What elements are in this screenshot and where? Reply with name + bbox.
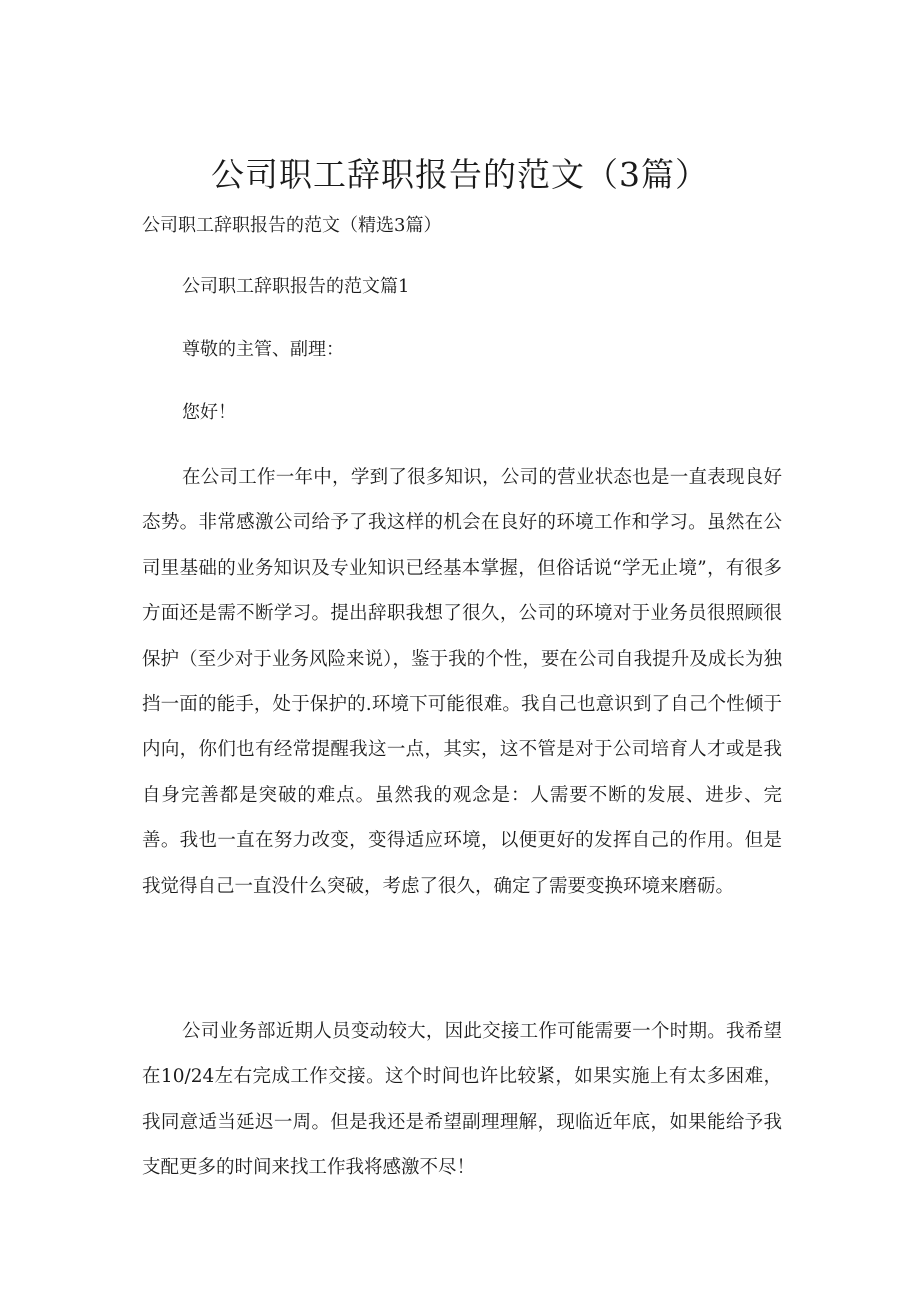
document-title: 公司职工辞职报告的范文（3篇） [211, 155, 709, 194]
body-paragraph: 公司业务部近期人员变动较大，因此交接工作可能需要一个时期。我希望在10/24左右完成工作交接。这个时间也许比较紧，如果实施上有太多困难，我同意适当延迟一周。但是我还是希望副理理解，现临近年底，如果能给予我支配更多的时间来找工作我将感激不尽！ [142, 1021, 782, 1179]
salutation: 尊敬的主管、副理： [182, 339, 344, 360]
greeting: 您好！ [182, 402, 236, 423]
document-subtitle: 公司职工辞职报告的范文（精选3篇） [142, 215, 442, 236]
section-heading: 公司职工辞职报告的范文篇1 [182, 276, 410, 297]
body-paragraph: 在公司工作一年中，学到了很多知识，公司的营业状态也是一直表现良好态势。非常感激公司给予了我这样的机会在良好的环境工作和学习。虽然在公司里基础的业务知识及专业知识已经基本掌握，但俗话说“学无止境”，有很多方面还是需不断学习。提出辞职我想了很久，公司的环境对于业务员很照顾很保护（至少对于业务风险来说），鉴于我的个性，要在公司自我提升及成长为独挡一面的能手，处于保护的.环境下可能很难。我自己也意识到了自己个性倾于内向，你们也有经常提醒我这一点，其实，这不管是对于公司培育人才或是我自身完善都是突破的难点。虽然我的观念是：人需要不断的发展、进步、完善。我也一直在努力改变，变得适应环境，以便更好的发挥自己的作用。但是我觉得自己一直没什么突破，考虑了很久，确定了需要变换环境来磨砺。 [142, 467, 782, 897]
